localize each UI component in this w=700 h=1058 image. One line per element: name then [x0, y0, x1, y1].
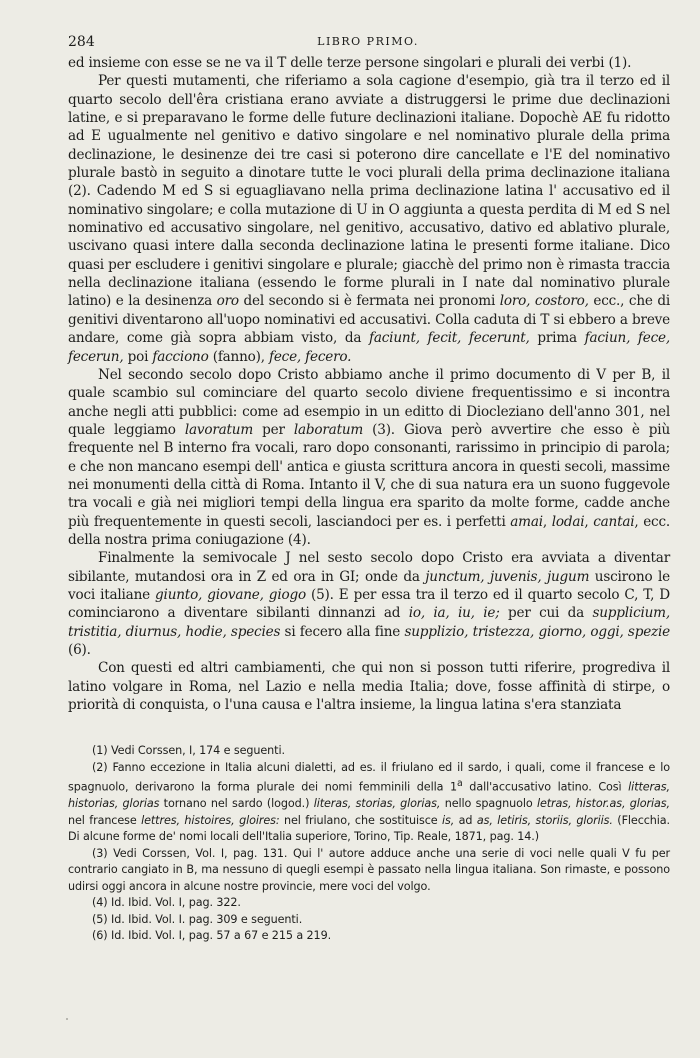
paper-speck: [66, 1018, 68, 1020]
paragraph-4: Finalmente la semivocale J nel sesto secolo dopo Cristo era avviata a diventar sibilante, mutandosi ora in Z ed ora in GI; onde da junctum, juvenis, jugum uscirono le voci italiane giunto, giovane, giogo (5). E per essa tra il terzo ed il quarto secolo C, T, D cominciarono a diventare sibilanti dinnanzi ad io, ia, iu, ie; per cui da supplicium, tristitia, diurnus, hodie, species si fecero alla fine supplizio, tristezza, giorno, oggi, spezie (6).: [68, 550, 671, 658]
page-header: [68, 34, 668, 54]
footnote-4: (4) Id. Ibid. Vol. I, pag. 322.: [92, 896, 241, 910]
main-text: [68, 54, 670, 714]
footnote-2: (2) Fanno eccezione in Italia alcuni dialetti, ad es. il friulano ed il sardo, i quali, come il francese e lo spagnuolo, derivarono la forma plurale dei nomi femminili della 1$^a$ dall'accusativo latino. Così litteras, historias, glorias tornano nel sardo (logod.) literas, storias, glorias, nello spagnuolo letras, histor.as, glorias, nel francese lettres, histoires, gloires: nel friulano, che sostituisce is, ad as, letiris, storiis, gloriis. (Flecchia. Di alcune forme de' nomi locali dell'Italia superiore, Torino, Tip. Reale, 1871, pag. 14.): [68, 760, 671, 844]
paragraph-3: Nel secondo secolo dopo Cristo abbiamo anche il primo documento di V per B, il quale scambio sul cominciare del quarto secolo diviene frequentissimo e si incontra anche negli atti pubblici: come ad esempio in un editto di Diocleziano dell'anno 301, nel quale leggiamo lavoratum per laboratum (3). Giova però avvertire che esso è più frequente nel B interno fra vocali, raro dopo consonanti, rarissimo in principio di parola; e che non mancano esempi dell' antica e giusta scrittura ancora in questi secoli, massime nei monumenti della città di Roma. Intanto il V, che di sua natura era un suono fuggevole tra vocali e già nei migliori tempi della lingua era sparito da molte forme, cadde anche più frequentemente in questi secoli, lasciandoci per es. i perfetti amai, lodai, cantai, ecc. della nostra prima coniugazione (4).: [68, 366, 670, 548]
footnote-6: (6) Id. Ibid. Vol. I, pag. 57 a 67 e 215 a 219.: [92, 929, 332, 943]
footnote-1: (1) Vedi Corssen, I, 174 e seguenti.: [92, 744, 285, 757]
footnote-3: (3) Vedi Corssen, Vol. I, pag. 131. Qui l' autore adduce anche una serie di voci nelle quali V fu per contrario cangiato in B, ma nessuno di quegli esempi è passato nella lingua italiana. Son rimaste, e possono udirsi oggi ancora in alcune nostre provincie, mere voci del volgo.: [68, 846, 670, 893]
paragraph-2: Per questi mutamenti, che riferiamo a sola cagione d'esempio, già tra il terzo ed il quarto secolo dell'êra cristiana erano avviate a distruggersi le prime due declinazioni latine, e si preparavano le forme delle future declinazioni italiane. Dopochè AE fu ridotto ad E ugualmente nel genitivo e dativo singolare e nel nominativo plurale della prima declinazione, le desinenze dei tre casi si poterono dire cancellate e l'E del nominativo plurale bastò in seguito a dinotare tutte le voci plurali della prima declinazione italiana (2). Cadendo M ed S si eguagliavano nella prima declinazione latina l' accusativo ed il nominativo singolare; e colla mutazione di U in O aggiunta a questa perdita di M ed S nel nominativo ed accusativo singolare, nel genitivo, accusativo, dativo ed ablativo plurale, uscivano quasi intere dalla seconda declinazione latina le presenti forme italiane. Dico quasi per escludere i genitivi singolare e plurale; giacchè del primo non è rimasta traccia nella declinazione italiana (essendo le forme plurali in I nate dal nominativo plurale latino) e la desinenza oro del secondo si è fermata nei pronomi loro, costoro, ecc., che di genitivi diventarono all'uopo nominativi ed accusativi. Colla caduta di T si ebbero a breve andare, come già sopra abbiam visto, da faciunt, fecit, fecerunt, prima faciun, fece, fecerun, poi facciono (fanno), fece, fecero.: [68, 73, 671, 365]
footnote-5: (5) Id. Ibid. Vol. I. pag. 309 e seguenti.: [92, 912, 303, 926]
running-head: LIBRO PRIMO.: [317, 35, 419, 48]
page-number: 284: [68, 34, 95, 50]
paragraph-1: ed insieme con esse se ne va il T delle terze persone singolari e plurali dei verbi (1).: [68, 55, 632, 71]
footnotes: [68, 743, 670, 945]
paragraph-5: Con questi ed altri cambiamenti, che qui non si posson tutti riferire, progrediva il latino volgare in Roma, nel Lazio e nella media Italia; dove, fosse affinità di stirpe, o priorità di conquista, o l'una causa e l'altra insieme, la lingua latina s'era stanziata: [68, 660, 670, 714]
